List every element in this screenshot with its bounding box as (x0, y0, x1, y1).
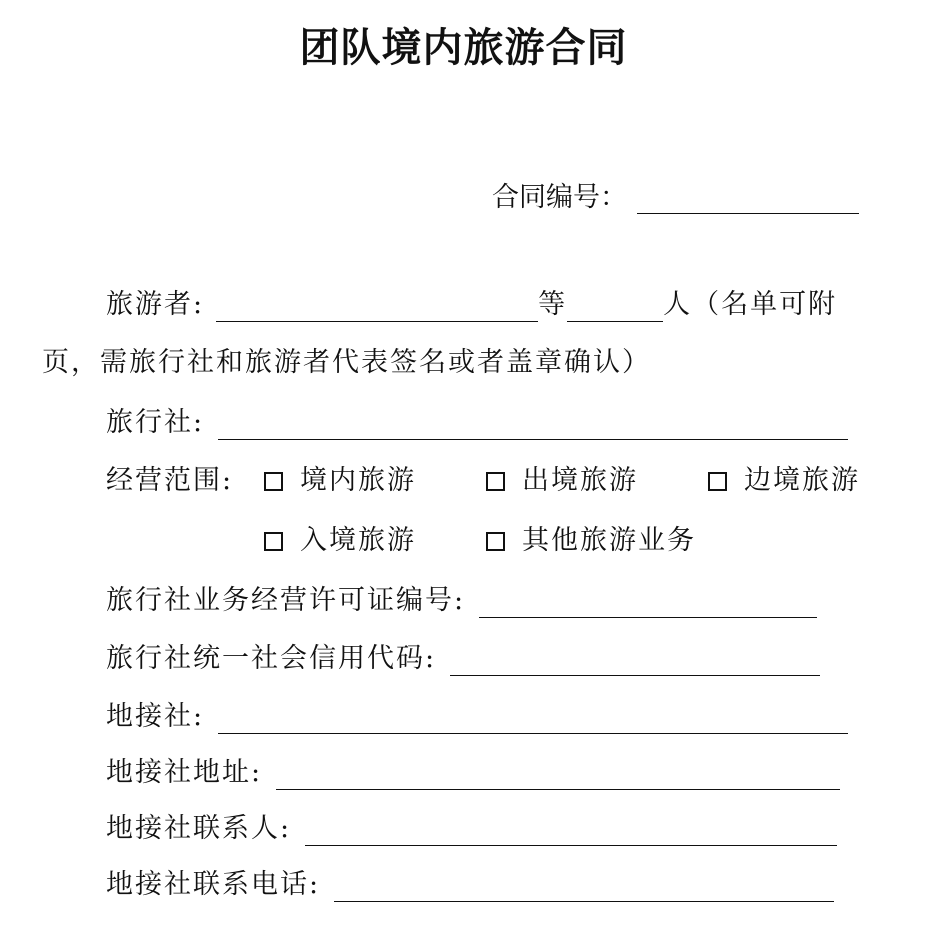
contract-number-row (492, 176, 859, 216)
scope-option-border[interactable] (708, 462, 860, 500)
page-title: 团队境内旅游合同 (299, 25, 628, 71)
license-number-row (106, 582, 817, 620)
scope-option-domestic[interactable] (264, 462, 416, 500)
scope-option-label: 边境旅游 (744, 465, 860, 496)
local-agency-phone-field[interactable] (334, 871, 834, 902)
tourist-label: 旅游者: (106, 289, 205, 320)
local-agency-address-field[interactable] (276, 759, 840, 790)
checkbox-other[interactable] (486, 532, 505, 551)
business-scope-row-1 (106, 462, 245, 500)
license-number-field[interactable] (479, 587, 817, 618)
tourist-row (106, 286, 837, 324)
local-agency-address-label: 地接社地址: (106, 757, 263, 788)
credit-code-field[interactable] (450, 645, 820, 676)
tourist-name-field[interactable] (216, 291, 538, 322)
agency-field[interactable] (218, 409, 848, 440)
checkbox-border[interactable] (708, 472, 727, 491)
credit-code-row (106, 640, 820, 678)
scope-option-outbound[interactable] (486, 462, 638, 500)
local-agency-row (106, 698, 848, 736)
agency-label: 旅行社: (106, 407, 205, 438)
checkbox-outbound[interactable] (486, 472, 505, 491)
scope-option-label: 境内旅游 (300, 465, 416, 496)
checkbox-domestic[interactable] (264, 472, 283, 491)
local-agency-phone-row (106, 866, 834, 904)
credit-code-label: 旅行社统一社会信用代码: (106, 643, 437, 674)
business-scope-label: 经营范围: (106, 465, 234, 496)
local-agency-label: 地接社: (106, 701, 205, 732)
checkbox-inbound[interactable] (264, 532, 283, 551)
tourist-count-suffix: 人（名单可附 (663, 289, 838, 320)
tourist-continuation: 页，需旅行社和旅游者代表签名或者盖章确认） (42, 347, 651, 378)
tourist-count-field[interactable] (567, 291, 663, 322)
scope-option-label: 其他旅游业务 (522, 525, 696, 556)
local-agency-address-row (106, 754, 840, 792)
scope-option-label: 出境旅游 (522, 465, 638, 496)
local-agency-contact-field[interactable] (305, 815, 837, 846)
scope-option-label: 入境旅游 (300, 525, 416, 556)
agency-row (106, 404, 848, 442)
local-agency-phone-label: 地接社联系电话: (106, 869, 321, 900)
scope-option-other[interactable] (486, 522, 696, 560)
local-agency-field[interactable] (218, 703, 848, 734)
contract-number-field[interactable] (637, 183, 859, 214)
local-agency-contact-label: 地接社联系人: (106, 813, 292, 844)
scope-option-inbound[interactable] (264, 522, 416, 560)
local-agency-contact-row (106, 810, 837, 848)
contract-number-label: 合同编号： (492, 182, 627, 213)
tourist-count-prefix: 等 (538, 289, 568, 320)
license-number-label: 旅行社业务经营许可证编号: (106, 585, 466, 616)
tourist-continuation-row (42, 344, 651, 382)
